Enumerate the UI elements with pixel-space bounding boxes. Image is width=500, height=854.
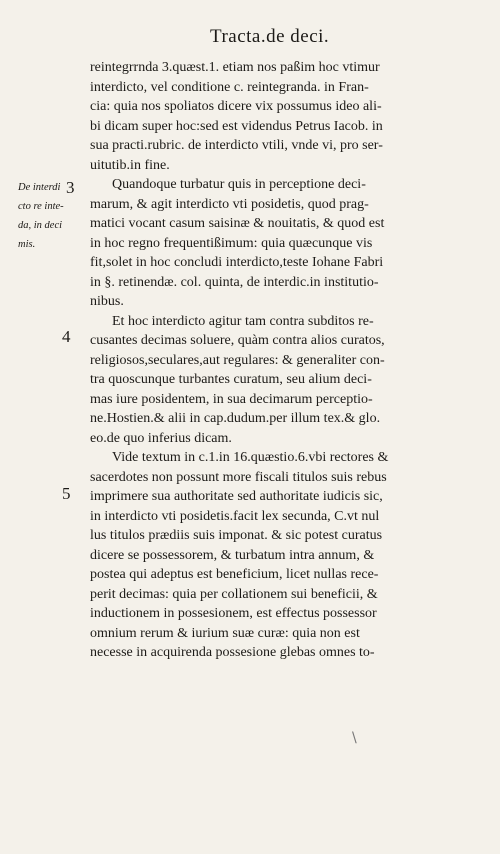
text-line: Quandoque turbatur quis in perceptione deci-: [112, 177, 366, 192]
text-line: ne.Hostien.& alii in cap.dudum.per illum tex.& glo.: [90, 411, 381, 426]
text-line: in hoc regno frequentißimum: quia quæcunque vis: [90, 235, 373, 251]
text-line: perit decimas: quia per collationem sui beneficii, &: [90, 586, 378, 602]
text-line: in §. retinendæ. col. quinta, de interdic.in institutio-: [90, 274, 379, 290]
text-line: bi dicam super hoc:sed est videndus Petrus Iacob. in: [90, 118, 383, 134]
text-line: sua practi.rubric. de interdicto vtili, vnde vi, pro ser-: [90, 138, 383, 153]
text-line: reintegrrnda 3.quæst.1. etiam nos paßim hoc vtimur: [90, 60, 380, 75]
text-line: Vide textum in c.1.in 16.quæstio.6.vbi rectores &: [112, 450, 389, 465]
text-line: inductionem in possesionem, est effectus possessor: [90, 606, 377, 621]
page-mark: \: [352, 730, 357, 746]
margin-note-line: cto re inte-: [18, 201, 64, 212]
text-line: fit,solet in hoc concludi interdicto,teste Iohane Fabri: [90, 255, 384, 270]
text-line: tra quoscunque turbantes curatum, seu alium deci-: [90, 372, 372, 387]
text-line: uitutib.in fine.: [90, 157, 170, 173]
paragraph-number-4: 4: [62, 327, 71, 346]
text-line: in interdicto vti posidetis.facit lex secunda, C.vt nul: [90, 508, 380, 524]
text-line: dicere se possessorem, & turbatum intra annum, &: [90, 547, 375, 563]
text-line: imprimere sua authoritate sed authoritate iudicis sic,: [90, 489, 383, 504]
body-text: [90, 58, 472, 663]
paragraph-number-5: 5: [62, 484, 71, 503]
margin-note-line: da, in deci: [18, 220, 63, 231]
paragraph-number-3: 3: [66, 178, 75, 197]
text-line: nibus.: [90, 294, 124, 309]
text-line: mas iure posidentem, in sua decimarum perceptio-: [90, 391, 373, 407]
text-line: postea qui adeptus est beneficium, licet nullas rece-: [90, 567, 379, 582]
text-line: religiosos,seculares,aut regulares: & generaliter con-: [90, 352, 385, 368]
text-line: cia: quia nos spoliatos dicere vix possumus ideo ali-: [90, 99, 382, 114]
margin-note-line: De interdi: [18, 182, 61, 193]
text-line: interdicto, vel conditione c. reintegranda. in Fran-: [90, 79, 369, 95]
text-line: lus titulos prædiis suis imponat. & sic potest curatus: [90, 528, 383, 543]
margin-note-line: mis.: [18, 239, 36, 250]
text-line: matici vocant casum saisinæ & nouitatis, & quod est: [90, 216, 385, 231]
text-line: sacerdotes non possunt more fiscali titulos suis rebus: [90, 469, 387, 485]
text-line: necesse in acquirenda possesione glebas omnes to-: [90, 645, 375, 660]
running-head: Tracta.de deci.: [210, 26, 330, 47]
text-line: eo.de quo inferius dicam.: [90, 430, 232, 446]
text-line: marum, & agit interdicto vti posidetis, quod prag-: [90, 196, 369, 212]
text-line: omnium rerum & iurium suæ curæ: quia non est: [90, 625, 360, 641]
text-line: cusantes decimas soluere, quàm contra alios curatos,: [90, 333, 385, 348]
text-line: Et hoc interdicto agitur tam contra subditos re-: [112, 313, 374, 329]
margin-note: [18, 178, 86, 254]
